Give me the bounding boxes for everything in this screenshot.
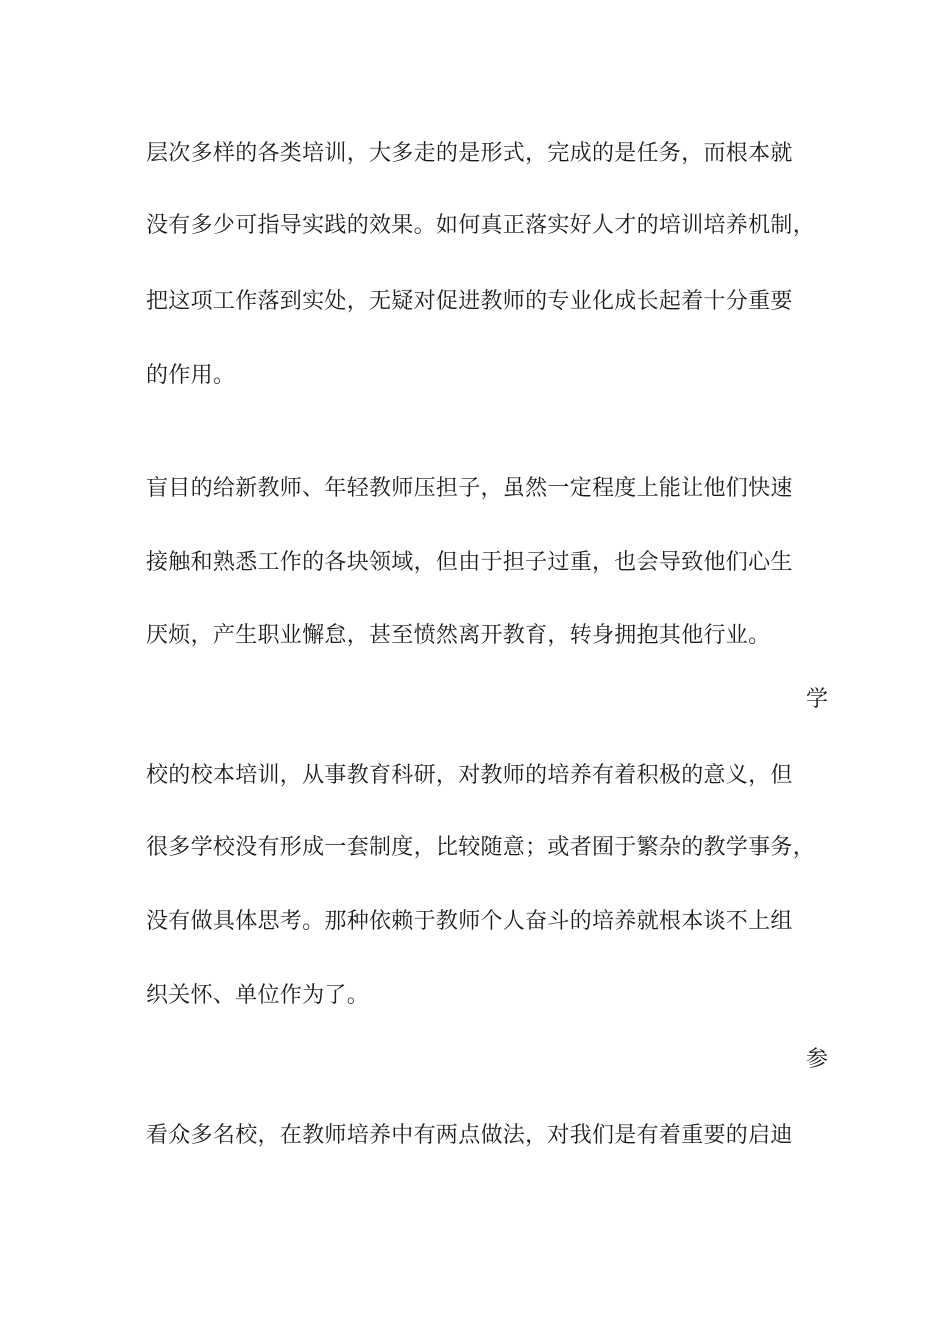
paragraph-4-lead-char: 参 <box>806 1047 829 1072</box>
paragraph-2-line-2: 接触和熟悉工作的各块领域，但由于担子过重，也会导致他们心生 <box>146 550 793 575</box>
paragraph-3-line-1: 校的校本培训，从事教育科研，对教师的培养有着积极的意义，但 <box>146 763 793 788</box>
paragraph-3-line-4: 织关怀、单位作为了。 <box>146 983 370 1008</box>
paragraph-3-lead-char: 学 <box>806 687 829 712</box>
paragraph-1-line-1: 层次多样的各类培训，大多走的是形式，完成的是任务，而根本就 <box>146 141 793 166</box>
paragraph-3-line-3: 没有做具体思考。那种依赖于教师个人奋斗的培养就根本谈不上组 <box>146 909 793 934</box>
paragraph-1-line-2: 没有多少可指导实践的效果。如何真正落实好人才的培训培养机制， <box>146 213 816 238</box>
paragraph-3-line-2: 很多学校没有形成一套制度，比较随意；或者囿于繁杂的教学事务， <box>146 835 816 860</box>
paragraph-2-line-3: 厌烦，产生职业懈怠，甚至愤然离开教育，转身拥抱其他行业。 <box>146 623 771 648</box>
paragraph-4-line-1: 看众多名校，在教师培养中有两点做法，对我们是有着重要的启迪 <box>146 1123 793 1148</box>
paragraph-1-line-3: 把这项工作落到实处，无疑对促进教师的专业化成长起着十分重要 <box>146 289 793 314</box>
paragraph-1-line-4: 的作用。 <box>146 363 236 388</box>
paragraph-2-line-1: 盲目的给新教师、年轻教师压担子，虽然一定程度上能让他们快速 <box>146 476 793 501</box>
